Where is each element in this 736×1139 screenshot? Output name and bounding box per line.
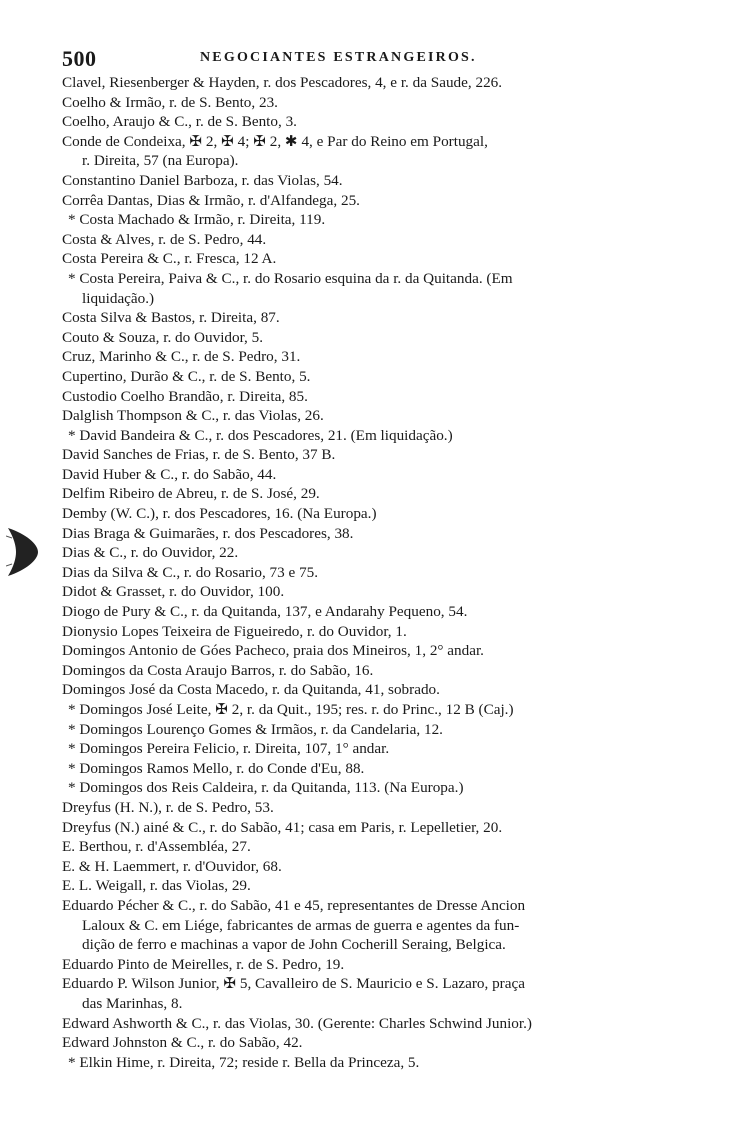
directory-entry: Diogo de Pury & C., r. da Quitanda, 137, e Andarahy Pequeno, 54. bbox=[62, 603, 468, 621]
page-edge-mark-icon bbox=[6, 526, 40, 578]
directory-entry: Domingos Antonio de Góes Pacheco, praia dos Mineiros, 1, 2° andar. bbox=[62, 642, 484, 660]
directory-entry: Edward Johnston & C., r. do Sabão, 42. bbox=[62, 1034, 303, 1052]
directory-entry: Couto & Souza, r. do Ouvidor, 5. bbox=[62, 328, 264, 346]
directory-entry: * Domingos Pereira Felicio, r. Direita, 107, 1° andar. bbox=[68, 740, 390, 758]
directory-entry: * Elkin Hime, r. Direita, 72; reside r. Bella da Princeza, 5. bbox=[68, 1053, 420, 1071]
directory-entry: Costa & Alves, r. de S. Pedro, 44. bbox=[62, 230, 267, 248]
directory-entry: David Huber & C., r. do Sabão, 44. bbox=[62, 465, 277, 483]
directory-entry: Demby (W. C.), r. dos Pescadores, 16. (Na Europa.) bbox=[62, 505, 377, 523]
directory-entry: Edward Ashworth & C., r. das Violas, 30. (Gerente: Charles Schwind Junior.) bbox=[62, 1014, 532, 1032]
directory-entry: * David Bandeira & C., r. dos Pescadores, 21. (Em liquidação.) bbox=[68, 426, 453, 444]
directory-entry: Dias da Silva & C., r. do Rosario, 73 e 75. bbox=[62, 563, 319, 581]
directory-entry: Didot & Grasset, r. do Ouvidor, 100. bbox=[62, 583, 285, 601]
directory-entry: Eduardo P. Wilson Junior, ✠ 5, Cavalleiro de S. Mauricio e S. Lazaro, praça bbox=[62, 975, 525, 993]
directory-entry: Clavel, Riesenberger & Hayden, r. dos Pescadores, 4, e r. da Saude, 226. bbox=[62, 74, 503, 91]
directory-entry: E. L. Weigall, r. das Violas, 29. bbox=[62, 877, 251, 895]
directory-entry: * Domingos dos Reis Caldeira, r. da Quitanda, 113. (Na Europa.) bbox=[68, 779, 464, 797]
entry-continuation: liquidação.) bbox=[82, 289, 155, 307]
directory-entry: Constantino Daniel Barboza, r. das Violas, 54. bbox=[62, 171, 343, 189]
directory-entry: Domingos José da Costa Macedo, r. da Quitanda, 41, sobrado. bbox=[62, 681, 440, 699]
directory-entry: Conde de Condeixa, ✠ 2, ✠ 4; ✠ 2, ✱ 4, e Par do Reino em Portugal, bbox=[62, 132, 488, 150]
directory-entry: E. & H. Laemmert, r. d'Ouvidor, 68. bbox=[62, 857, 282, 875]
entry-continuation: das Marinhas, 8. bbox=[82, 994, 183, 1012]
directory-entry: Coelho, Araujo & C., r. de S. Bento, 3. bbox=[62, 113, 297, 131]
page-header bbox=[62, 46, 696, 70]
directory-entry: Dreyfus (H. N.), r. de S. Pedro, 53. bbox=[62, 798, 274, 816]
entry-continuation: dição de ferro e machinas a vapor de John Cocherill Seraing, Belgica. bbox=[82, 936, 506, 954]
directory-entry: Dias Braga & Guimarães, r. dos Pescadores, 38. bbox=[62, 524, 354, 542]
directory-entry: Domingos da Costa Araujo Barros, r. do Sabão, 16. bbox=[62, 661, 374, 679]
running-title: NEGOCIANTES ESTRANGEIROS. bbox=[200, 50, 477, 65]
directory-entry: * Domingos Lourenço Gomes & Irmãos, r. da Candelaria, 12. bbox=[68, 720, 443, 738]
directory-entry: * Costa Pereira, Paiva & C., r. do Rosario esquina da r. da Quitanda. (Em bbox=[68, 269, 513, 287]
directory-entry: Corrêa Dantas, Dias & Irmão, r. d'Alfandega, 25. bbox=[62, 191, 360, 209]
directory-entry: Dalglish Thompson & C., r. das Violas, 26. bbox=[62, 407, 324, 425]
entry-continuation: r. Direita, 57 (na Europa). bbox=[82, 152, 239, 170]
directory-entry: * Domingos Ramos Mello, r. do Conde d'Eu, 88. bbox=[68, 759, 365, 777]
entry-continuation: Laloux & C. em Liége, fabricantes de armas de guerra e agentes da fun- bbox=[82, 916, 520, 934]
directory-entry: E. Berthou, r. d'Assembléa, 27. bbox=[62, 838, 251, 856]
directory-entry: * Domingos José Leite, ✠ 2, r. da Quit., 195; res. r. do Princ., 12 B (Caj.) bbox=[68, 701, 514, 718]
page-number: 500 bbox=[62, 46, 97, 71]
directory-entry: Delfim Ribeiro de Abreu, r. de S. José, 29. bbox=[62, 485, 320, 503]
directory-entry: David Sanches de Frias, r. de S. Bento, 37 B. bbox=[62, 446, 336, 464]
directory-entry: Costa Pereira & C., r. Fresca, 12 A. bbox=[62, 250, 277, 268]
directory-entry: Dionysio Lopes Teixeira de Figueiredo, r. do Ouvidor, 1. bbox=[62, 622, 407, 640]
directory-entry: Costa Silva & Bastos, r. Direita, 87. bbox=[62, 309, 280, 327]
directory-entry: * Costa Machado & Irmão, r. Direita, 119. bbox=[68, 211, 326, 229]
directory-entry: Cruz, Marinho & C., r. de S. Pedro, 31. bbox=[62, 348, 301, 366]
directory-entry: Eduardo Pinto de Meirelles, r. de S. Pedro, 19. bbox=[62, 955, 345, 973]
directory-entry: Eduardo Pécher & C., r. do Sabão, 41 e 45, representantes de Dresse Ancion bbox=[62, 896, 526, 914]
directory-entry: Coelho & Irmão, r. de S. Bento, 23. bbox=[62, 93, 278, 111]
directory-entry: Dreyfus (N.) ainé & C., r. do Sabão, 41; casa em Paris, r. Lepelletier, 20. bbox=[62, 818, 503, 836]
directory-entry: Custodio Coelho Brandão, r. Direita, 85. bbox=[62, 387, 308, 405]
directory-entry: Dias & C., r. do Ouvidor, 22. bbox=[62, 544, 239, 562]
entry-list bbox=[62, 73, 702, 1072]
directory-entry: Cupertino, Durão & C., r. de S. Bento, 5. bbox=[62, 367, 311, 385]
